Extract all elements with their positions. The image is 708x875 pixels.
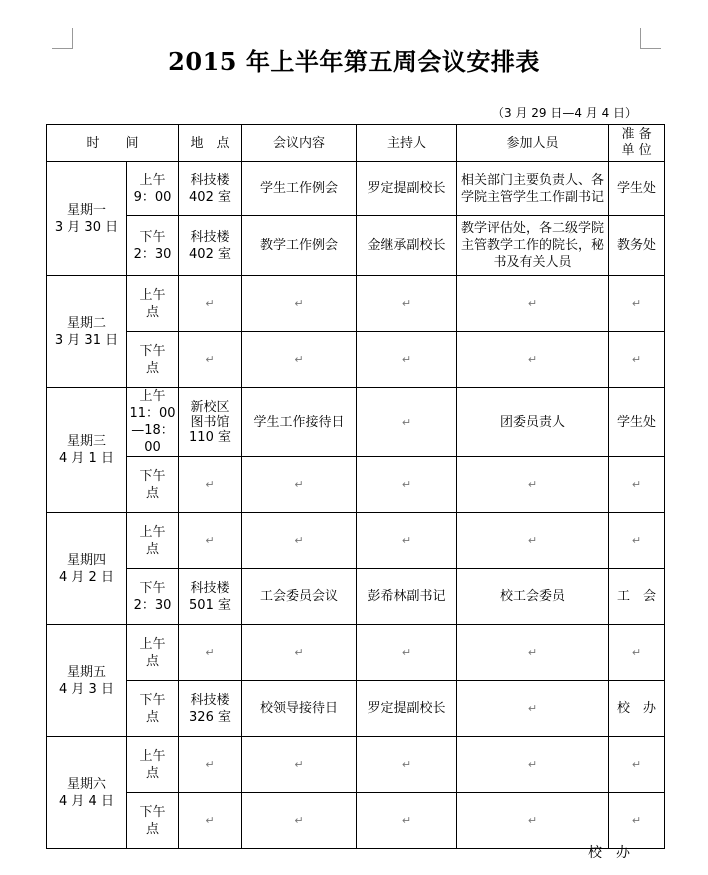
unit-cell xyxy=(609,457,665,513)
host-cell xyxy=(357,332,457,388)
host-cell xyxy=(357,737,457,793)
place-cell xyxy=(179,276,242,332)
paragraph-mark: ↵ xyxy=(401,353,412,366)
attendees-cell: 相关部门主要负责人、各学院主管学生工作副书记 xyxy=(457,162,609,216)
date-label: 4 月 4 日 xyxy=(59,793,114,809)
time-cell: 上午 11：00 —18：00 xyxy=(127,388,179,457)
time-cell: 上午 9：00 xyxy=(127,162,179,216)
place-cell: 新校区 图书馆 110 室 xyxy=(179,388,242,457)
document-title: 2015 年上半年第五周会议安排表 xyxy=(168,47,540,76)
attendees-cell xyxy=(457,513,609,569)
attendees-cell: 校工会委员 xyxy=(457,569,609,625)
attendees-cell xyxy=(457,793,609,849)
paragraph-mark: ↵ xyxy=(294,814,304,827)
paragraph-mark: ↵ xyxy=(401,534,412,547)
time-cell: 下午 点 xyxy=(127,681,179,737)
paragraph-mark: ↵ xyxy=(631,758,642,771)
paragraph-mark: ↵ xyxy=(527,758,538,771)
paragraph-mark: ↵ xyxy=(294,478,304,491)
table-row xyxy=(47,513,665,569)
paragraph-mark: ↵ xyxy=(401,297,412,310)
table-row xyxy=(47,569,665,625)
host-cell xyxy=(357,625,457,681)
time-cell: 下午 点 xyxy=(127,457,179,513)
unit-cell xyxy=(609,332,665,388)
table-row xyxy=(47,276,665,332)
paragraph-mark: ↵ xyxy=(205,297,215,310)
weekday-label: 星期二 xyxy=(66,315,106,331)
table-row xyxy=(47,737,665,793)
header-time: 时 间 xyxy=(47,125,179,162)
footer-office: 校 办 xyxy=(588,845,630,861)
place-cell: 科技楼 402 室 xyxy=(179,216,242,276)
unit-cell xyxy=(609,276,665,332)
paragraph-mark: ↵ xyxy=(631,646,642,659)
host-cell xyxy=(357,513,457,569)
weekday-label: 星期六 xyxy=(66,776,106,792)
host-cell: 金继承副校长 xyxy=(357,216,457,276)
day-cell xyxy=(47,388,127,513)
schedule-table xyxy=(46,124,665,849)
paragraph-mark: ↵ xyxy=(527,814,538,827)
content-cell xyxy=(242,276,357,332)
host-cell: 罗定提副校长 xyxy=(357,162,457,216)
host-cell xyxy=(357,793,457,849)
time-cell: 下午 点 xyxy=(127,793,179,849)
day-cell xyxy=(47,737,127,849)
paragraph-mark: ↵ xyxy=(294,353,304,366)
unit-cell xyxy=(609,625,665,681)
host-cell xyxy=(357,388,457,457)
header-content: 会议内容 xyxy=(242,125,357,162)
attendees-cell: 教学评估处，各二级学院主管教学工作的院长，秘书及有关人员 xyxy=(457,216,609,276)
unit-cell: 学生处 xyxy=(609,388,665,457)
paragraph-mark: ↵ xyxy=(205,478,215,491)
weekday-label: 星期一 xyxy=(66,202,106,218)
host-cell: 罗定提副校长 xyxy=(357,681,457,737)
paragraph-mark: ↵ xyxy=(631,814,642,827)
table-row xyxy=(47,681,665,737)
day-cell xyxy=(47,276,127,388)
time-cell: 上午 点 xyxy=(127,276,179,332)
header-row xyxy=(47,125,665,162)
paragraph-mark: ↵ xyxy=(294,758,304,771)
date-range: （3 月 29 日—4 月 4 日） xyxy=(492,106,638,120)
paragraph-mark: ↵ xyxy=(631,353,642,366)
place-cell xyxy=(179,625,242,681)
host-cell xyxy=(357,276,457,332)
place-cell xyxy=(179,332,242,388)
table-row xyxy=(47,388,665,457)
header-attendees: 参加人员 xyxy=(457,125,609,162)
weekday-label: 星期四 xyxy=(66,552,106,568)
unit-cell: 学生处 xyxy=(609,162,665,216)
time-cell: 下午 2：30 xyxy=(127,569,179,625)
paragraph-mark: ↵ xyxy=(527,646,538,659)
time-cell: 上午 点 xyxy=(127,513,179,569)
time-cell: 上午 点 xyxy=(127,737,179,793)
time-cell: 下午 点 xyxy=(127,332,179,388)
date-label: 4 月 1 日 xyxy=(59,451,114,466)
place-cell xyxy=(179,457,242,513)
paragraph-mark: ↵ xyxy=(401,814,412,827)
paragraph-mark: ↵ xyxy=(527,478,538,491)
place-cell xyxy=(179,737,242,793)
place-cell: 科技楼 326 室 xyxy=(179,681,242,737)
attendees-cell xyxy=(457,737,609,793)
day-cell xyxy=(47,162,127,276)
attendees-cell xyxy=(457,681,609,737)
host-cell xyxy=(357,457,457,513)
header-place: 地 点 xyxy=(179,125,242,162)
attendees-cell xyxy=(457,332,609,388)
paragraph-mark: ↵ xyxy=(631,478,642,491)
content-cell xyxy=(242,737,357,793)
paragraph-mark: ↵ xyxy=(205,534,215,547)
paragraph-mark: ↵ xyxy=(401,758,412,771)
paragraph-mark: ↵ xyxy=(294,646,304,659)
paragraph-mark: ↵ xyxy=(631,534,642,547)
content-cell xyxy=(242,793,357,849)
attendees-cell: 团委员责人 xyxy=(457,388,609,457)
paragraph-mark: ↵ xyxy=(205,758,215,771)
content-cell xyxy=(242,513,357,569)
date-label: 4 月 2 日 xyxy=(59,569,114,585)
paragraph-mark: ↵ xyxy=(401,478,412,491)
paragraph-mark: ↵ xyxy=(205,814,215,827)
day-cell xyxy=(47,625,127,737)
attendees-cell xyxy=(457,625,609,681)
paragraph-mark: ↵ xyxy=(294,297,304,310)
date-label: 3 月 30 日 xyxy=(54,219,119,235)
unit-cell xyxy=(609,737,665,793)
place-cell: 科技楼 402 室 xyxy=(179,162,242,216)
table-row xyxy=(47,216,665,276)
date-label: 3 月 31 日 xyxy=(54,332,119,348)
paragraph-mark: ↵ xyxy=(401,415,412,429)
host-cell: 彭希林副书记 xyxy=(357,569,457,625)
content-cell: 学生工作接待日 xyxy=(242,388,357,457)
table-row xyxy=(47,162,665,216)
content-cell: 工会委员会议 xyxy=(242,569,357,625)
unit-cell: 工 会 xyxy=(609,569,665,625)
content-cell xyxy=(242,625,357,681)
table-row xyxy=(47,625,665,681)
content-cell: 校领导接待日 xyxy=(242,681,357,737)
paragraph-mark: ↵ xyxy=(527,534,538,547)
place-cell: 科技楼 501 室 xyxy=(179,569,242,625)
attendees-cell xyxy=(457,276,609,332)
weekday-label: 星期五 xyxy=(66,664,106,680)
unit-cell: 校 办 xyxy=(609,681,665,737)
place-cell xyxy=(179,513,242,569)
paragraph-mark: ↵ xyxy=(527,353,538,366)
place-cell xyxy=(179,793,242,849)
paragraph-mark: ↵ xyxy=(527,297,538,310)
paragraph-mark: ↵ xyxy=(401,646,412,659)
content-cell xyxy=(242,457,357,513)
unit-cell: 教务处 xyxy=(609,216,665,276)
weekday-label: 星期三 xyxy=(66,434,106,449)
table-row xyxy=(47,332,665,388)
header-host: 主持人 xyxy=(357,125,457,162)
content-cell: 学生工作例会 xyxy=(242,162,357,216)
time-cell: 下午 2：30 xyxy=(127,216,179,276)
paragraph-mark: ↵ xyxy=(294,534,304,547)
content-cell xyxy=(242,332,357,388)
unit-cell xyxy=(609,793,665,849)
day-cell xyxy=(47,513,127,625)
time-cell: 上午 点 xyxy=(127,625,179,681)
paragraph-mark: ↵ xyxy=(527,702,538,715)
date-label: 4 月 3 日 xyxy=(59,681,114,697)
attendees-cell xyxy=(457,457,609,513)
paragraph-mark: ↵ xyxy=(205,646,215,659)
unit-cell xyxy=(609,513,665,569)
paragraph-mark: ↵ xyxy=(631,297,642,310)
content-cell: 教学工作例会 xyxy=(242,216,357,276)
paragraph-mark: ↵ xyxy=(205,353,215,366)
table-row xyxy=(47,457,665,513)
header-unit: 准 备 单 位 xyxy=(609,125,665,162)
table-row xyxy=(47,793,665,849)
